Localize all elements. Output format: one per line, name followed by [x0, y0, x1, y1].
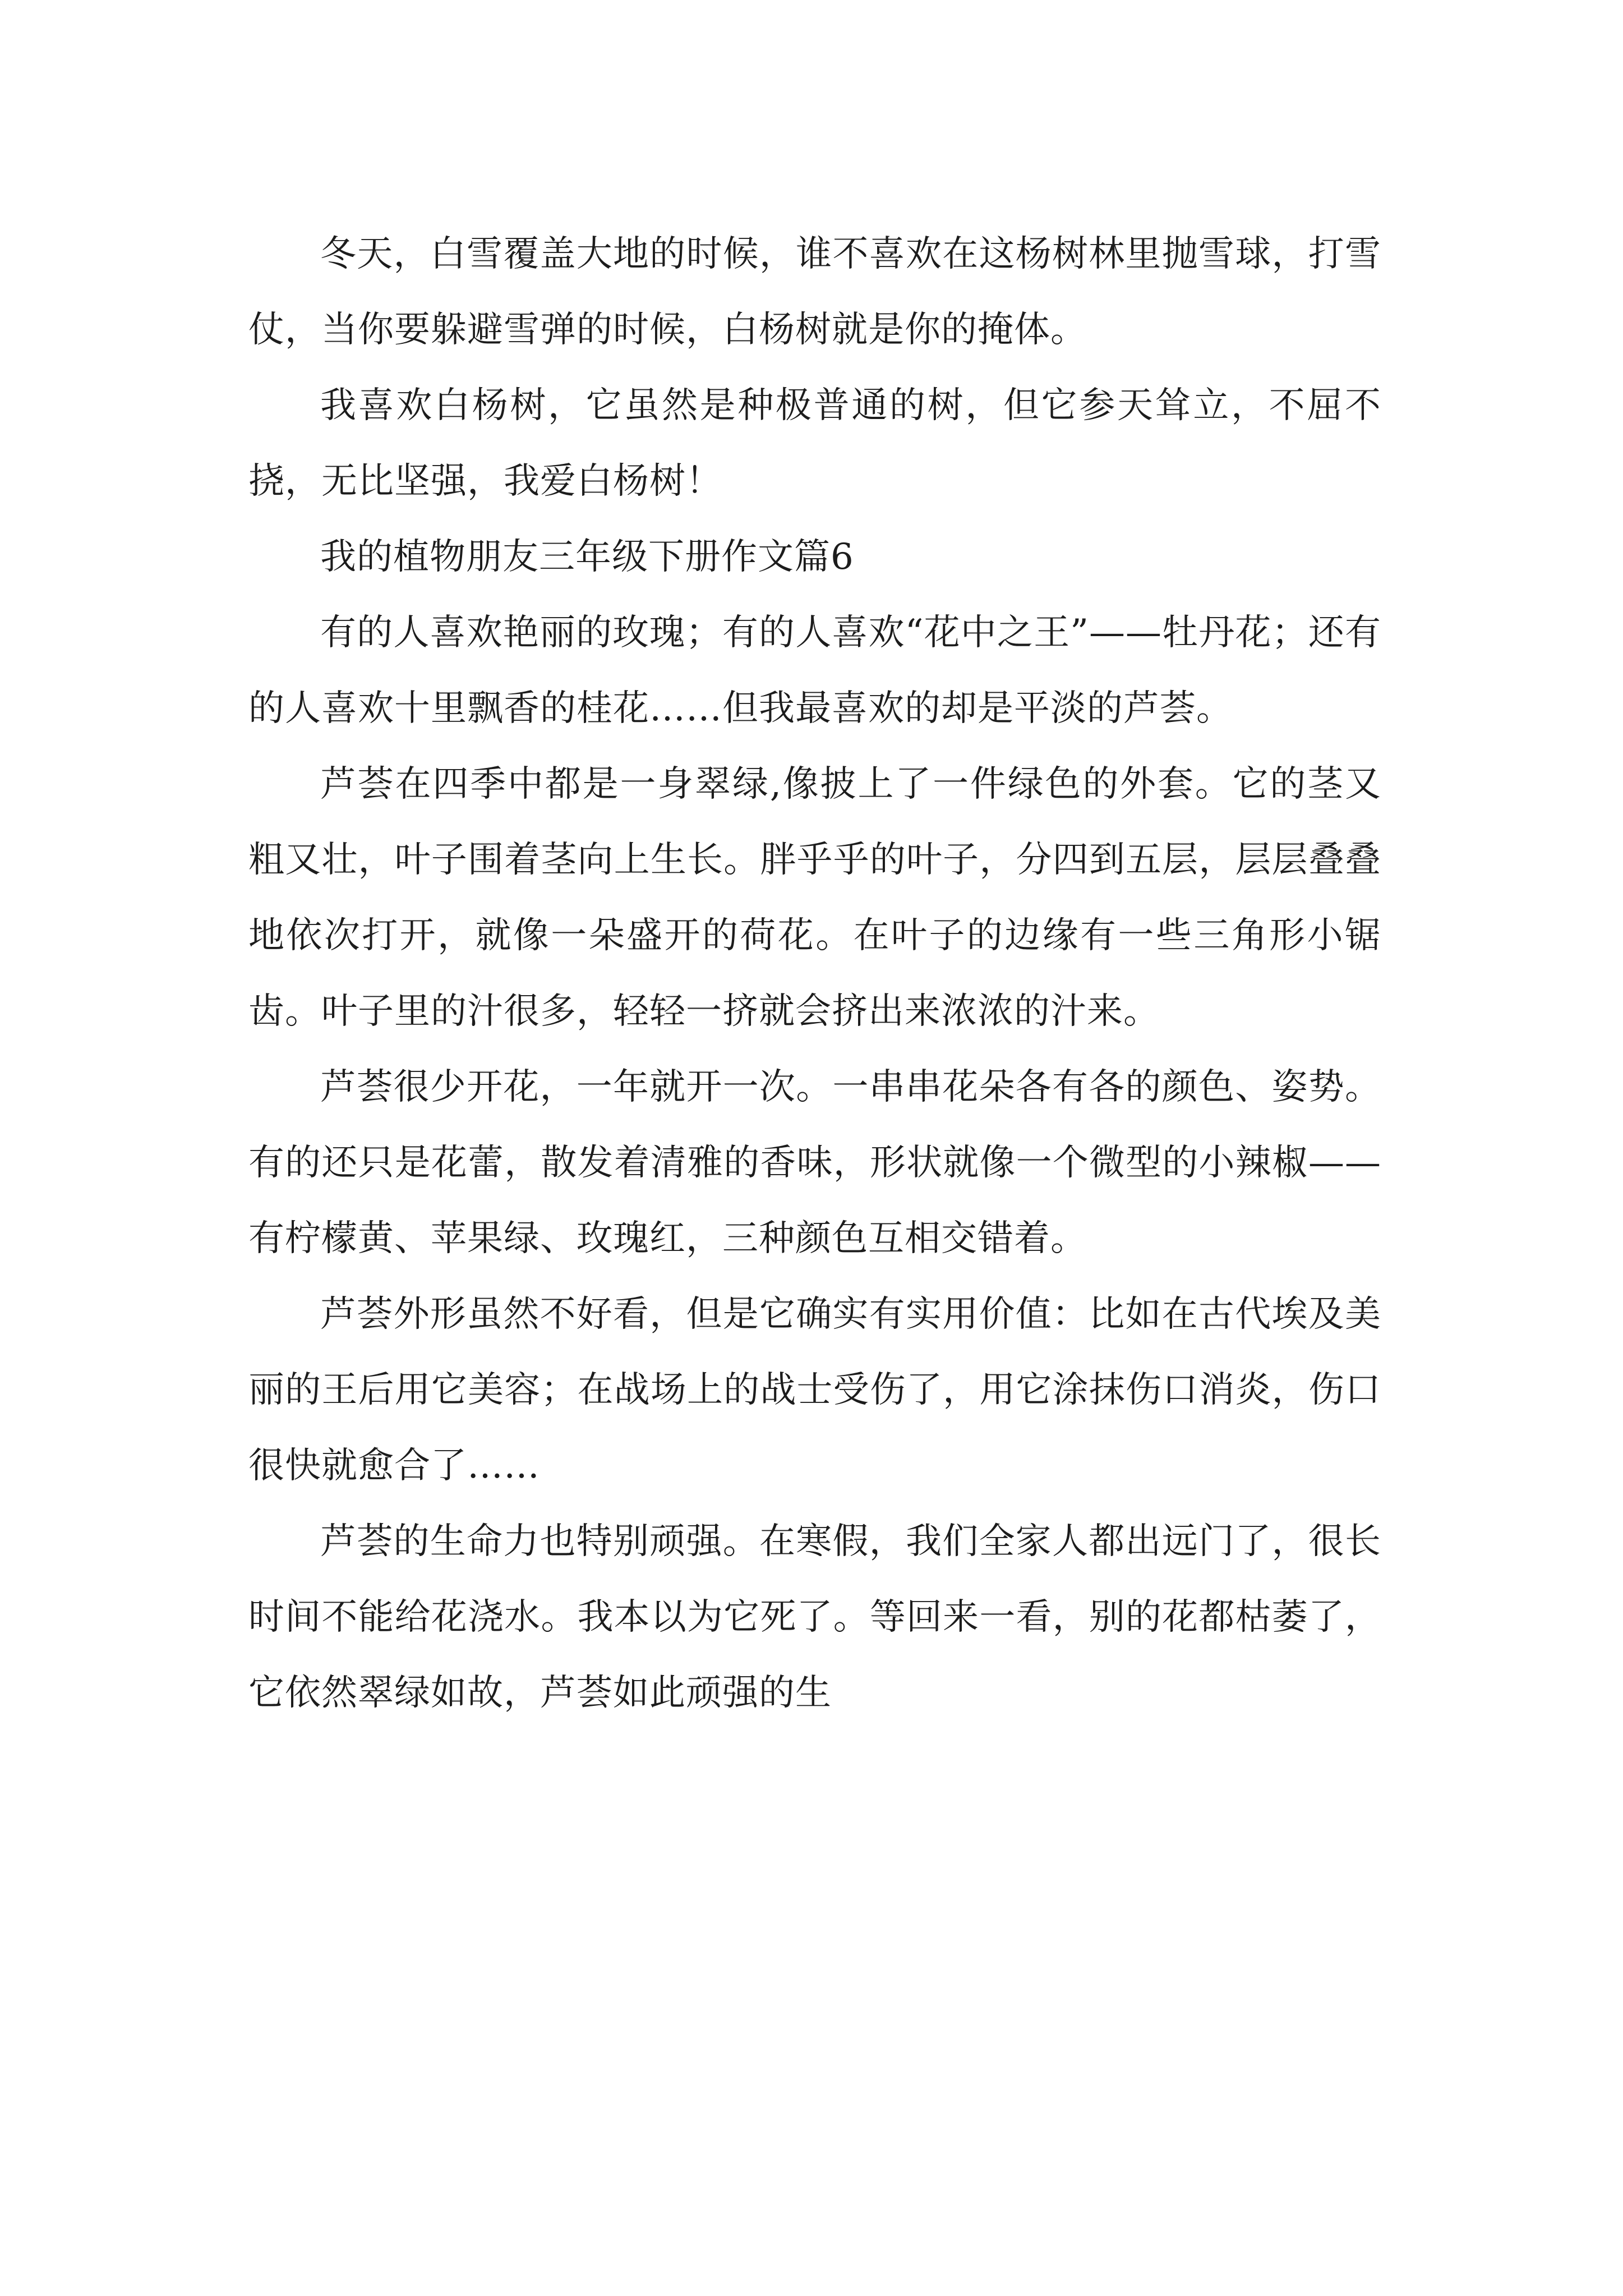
- paragraph-favorite-aloe: 有的人喜欢艳丽的玫瑰；有的人喜欢“花中之王”——牡丹花；还有的人喜欢十里飘香的桂花……但我最喜欢的却是平淡的芦荟。: [248, 612, 1381, 729]
- essay-title: 我的植物朋友三年级下册作文篇6: [320, 536, 854, 578]
- paragraph-aloe-flowers: 芦荟很少开花，一年就开一次。一串串花朵各有各的颜色、姿势。有的还只是花蕾，散发着清雅的香味，形状就像一个微型的小辣椒——有柠檬黄、苹果绿、玫瑰红，三种颜色互相交错着。: [248, 1066, 1381, 1259]
- document-page: [248, 217, 1381, 1731]
- paragraph-aloe-uses: 芦荟外形虽然不好看，但是它确实有实用价值：比如在古代埃及美丽的王后用它美容；在战场上的战士受伤了，用它涂抹伤口消炎，伤口很快就愈合了……: [248, 1294, 1381, 1487]
- paragraph-winter-snow: 冬天，白雪覆盖大地的时候，谁不喜欢在这杨树林里抛雪球，打雪仗，当你要躲避雪弹的时候，白杨树就是你的掩体。: [248, 233, 1381, 351]
- paragraph-love-poplar: 我喜欢白杨树，它虽然是种极普通的树，但它参天耸立，不屈不挠，无比坚强，我爱白杨树！: [248, 385, 1381, 502]
- paragraph-aloe-vitality: 芦荟的生命力也特别顽强。在寒假，我们全家人都出远门了，很长时间不能给花浇水。我本以为它死了。等回来一看，别的花都枯萎了，它依然翠绿如故，芦荟如此顽强的生: [248, 1521, 1381, 1714]
- paragraph-aloe-appearance: 芦荟在四季中都是一身翠绿,像披上了一件绿色的外套。它的茎又粗又壮，叶子围着茎向上生长。胖乎乎的叶子，分四到五层，层层叠叠地依次打开，就像一朵盛开的荷花。在叶子的边缘有一些三角形小锯齿。叶子里的汁很多，轻轻一挤就会挤出来浓浓的汁来。: [248, 763, 1381, 1032]
